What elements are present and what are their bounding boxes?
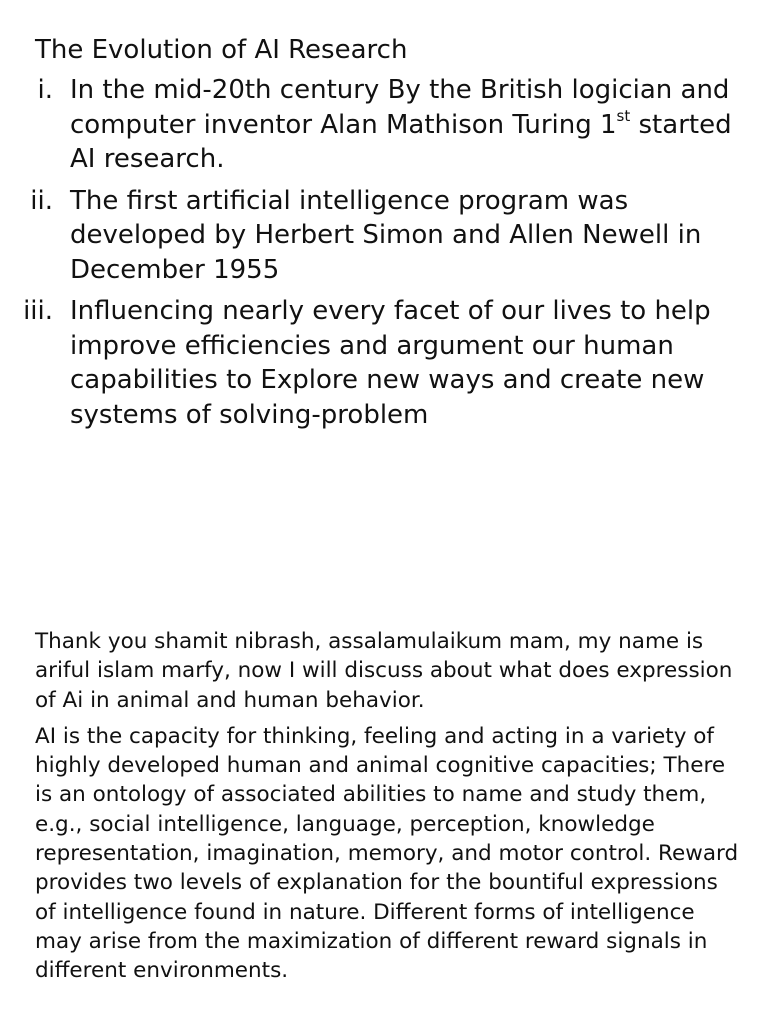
point-marker: iii. (23, 296, 53, 326)
point-list (23, 73, 740, 432)
point-text-main: The first artificial intelligence program was developed by Herbert Simon and Allen Newell in December 1955 (70, 185, 702, 285)
point-superscript: st (616, 106, 631, 125)
point-item (30, 184, 740, 288)
point-item (23, 294, 740, 432)
speaker-notes (35, 627, 740, 993)
slide-title: The Evolution of AI Research (35, 35, 408, 65)
point-text (70, 186, 701, 285)
point-text-after: started AI research. (70, 109, 732, 174)
point-text (70, 296, 711, 430)
notes-paragraph: AI is the capacity for thinking, feeling and acting in a variety of highly developed human and animal cognitive capacities; There is an ontology of associated abilities to name and study them, e.g., social intelligence, language, perception, knowledge representation, imagination, memory, and motor control. Reward provides two levels of explanation for the bountiful expressions of intelligence found in nature. Different forms of intelligence may arise from the maximization of different reward signals in different environments. (35, 723, 739, 984)
slide-content (23, 33, 740, 439)
point-marker: ii. (30, 185, 53, 216)
point-text (70, 75, 732, 174)
notes-paragraph: Thank you shamit nibrash, assalamulaikum mam, my name is ariful islam marfy, now I will discuss about what does expression of Ai in animal and human behavior. (35, 629, 733, 713)
point-marker: i. (37, 75, 53, 105)
point-text-main: Influencing nearly every facet of our lives to help improve efficiencies and argument our human capabilities to Explore new ways and create new systems of solving-problem (70, 296, 711, 430)
point-item (35, 73, 740, 177)
point-text-main: In the mid-20th century By the British logician and computer inventor Alan Mathison Turing 1 (70, 75, 730, 140)
